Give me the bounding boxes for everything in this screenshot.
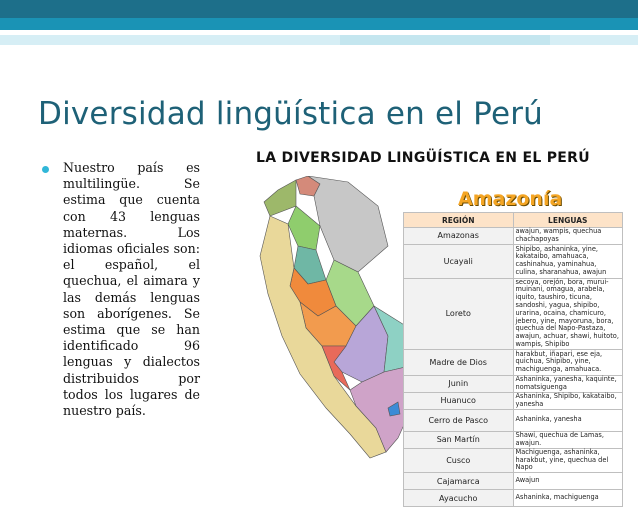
table-row xyxy=(404,473,623,490)
map-region-north xyxy=(264,180,296,216)
table-row xyxy=(404,228,623,245)
map-region-amazonas xyxy=(288,206,320,250)
header-languages: LENGUAS xyxy=(513,213,623,228)
figure-title: LA DIVERSIDAD LINGÜÍSTICA EN EL PERÚ xyxy=(256,150,590,166)
languages-cell: harakbut, iñapari, ese eja, quichua, Shipibo, yine, machiguenga, amahuaca. xyxy=(513,349,623,375)
region-cell: Madre de Dios xyxy=(404,349,514,375)
map-region-loreto xyxy=(308,176,388,272)
header-region: REGIÓN xyxy=(404,213,514,228)
languages-cell: secoya, orejón, bora, murui-muinani, omagua, arabela, iquito, taushiro, ticuna, sandoshi, yagua, shipibo, urarina, ocaina, chamicuro, jebero, yine, mayoruna, bora, quechua del Napo-Pastaza, awajun, achuar, shawi, huitoto, wampis, Shipibo xyxy=(513,278,623,349)
languages-cell: Machiguenga, ashaninka, harakbut, yine, quechua del Napo xyxy=(513,448,623,472)
bullet-text: Nuestro país es multilingüe. Se estima que cuenta con 43 lenguas maternas. Los idiomas oficiales son: el español, el quechua, el aimara y las demás lenguas son aborígenes. Se estima que se han identificado 96 lenguas y dialectos distribuidos por todos los lugares de nuestro país. xyxy=(63,160,200,419)
region-cell: Cusco xyxy=(404,448,514,472)
slide-header-band xyxy=(0,18,638,30)
languages-cell: Ashaninka, yanesha xyxy=(513,409,623,431)
table-row xyxy=(404,349,623,375)
languages-cell: Ashaninka, Shipibo, kakataibo, yanesha xyxy=(513,392,623,409)
region-cell: Junin xyxy=(404,375,514,392)
bullet-icon xyxy=(42,166,49,173)
bullet-item xyxy=(42,160,200,419)
diversity-figure xyxy=(238,146,624,503)
region-cell: Ucayali xyxy=(404,244,514,278)
region-cell: Amazonas xyxy=(404,228,514,245)
slide-accent-segment xyxy=(340,35,550,45)
region-cell: Huanuco xyxy=(404,392,514,409)
table-row xyxy=(404,431,623,448)
languages-cell: Ashaninka, machiguenga xyxy=(513,490,623,507)
amazonia-heading: Amazonía xyxy=(458,188,563,210)
region-cell: Loreto xyxy=(404,278,514,349)
region-cell: Cajamarca xyxy=(404,473,514,490)
slide-title: Diversidad lingüística en el Perú xyxy=(38,96,544,132)
languages-cell: Shawi, quechua de Lamas, awajun. xyxy=(513,431,623,448)
table-row xyxy=(404,375,623,392)
languages-cell: Awajun xyxy=(513,473,623,490)
peru-map xyxy=(238,176,413,466)
region-cell: Cerro de Pasco xyxy=(404,409,514,431)
table-row xyxy=(404,490,623,507)
slide-header-bar xyxy=(0,0,638,18)
region-cell: San Martín xyxy=(404,431,514,448)
languages-cell: awajun, wampis, quechua chachapoyas xyxy=(513,228,623,245)
region-cell: Ayacucho xyxy=(404,490,514,507)
language-table xyxy=(403,212,623,507)
table-header-row xyxy=(404,213,623,228)
table-row xyxy=(404,409,623,431)
languages-cell: Ashaninka, yanesha, kaquinte, nomatsiguenga xyxy=(513,375,623,392)
table-row xyxy=(404,278,623,349)
table-row xyxy=(404,244,623,278)
table-row xyxy=(404,448,623,472)
table-row xyxy=(404,392,623,409)
languages-cell: Shipibo, ashaninka, yine, kakataibo, amahuaca, cashinahua, yaminahua, culina, sharanahua, awajun xyxy=(513,244,623,278)
